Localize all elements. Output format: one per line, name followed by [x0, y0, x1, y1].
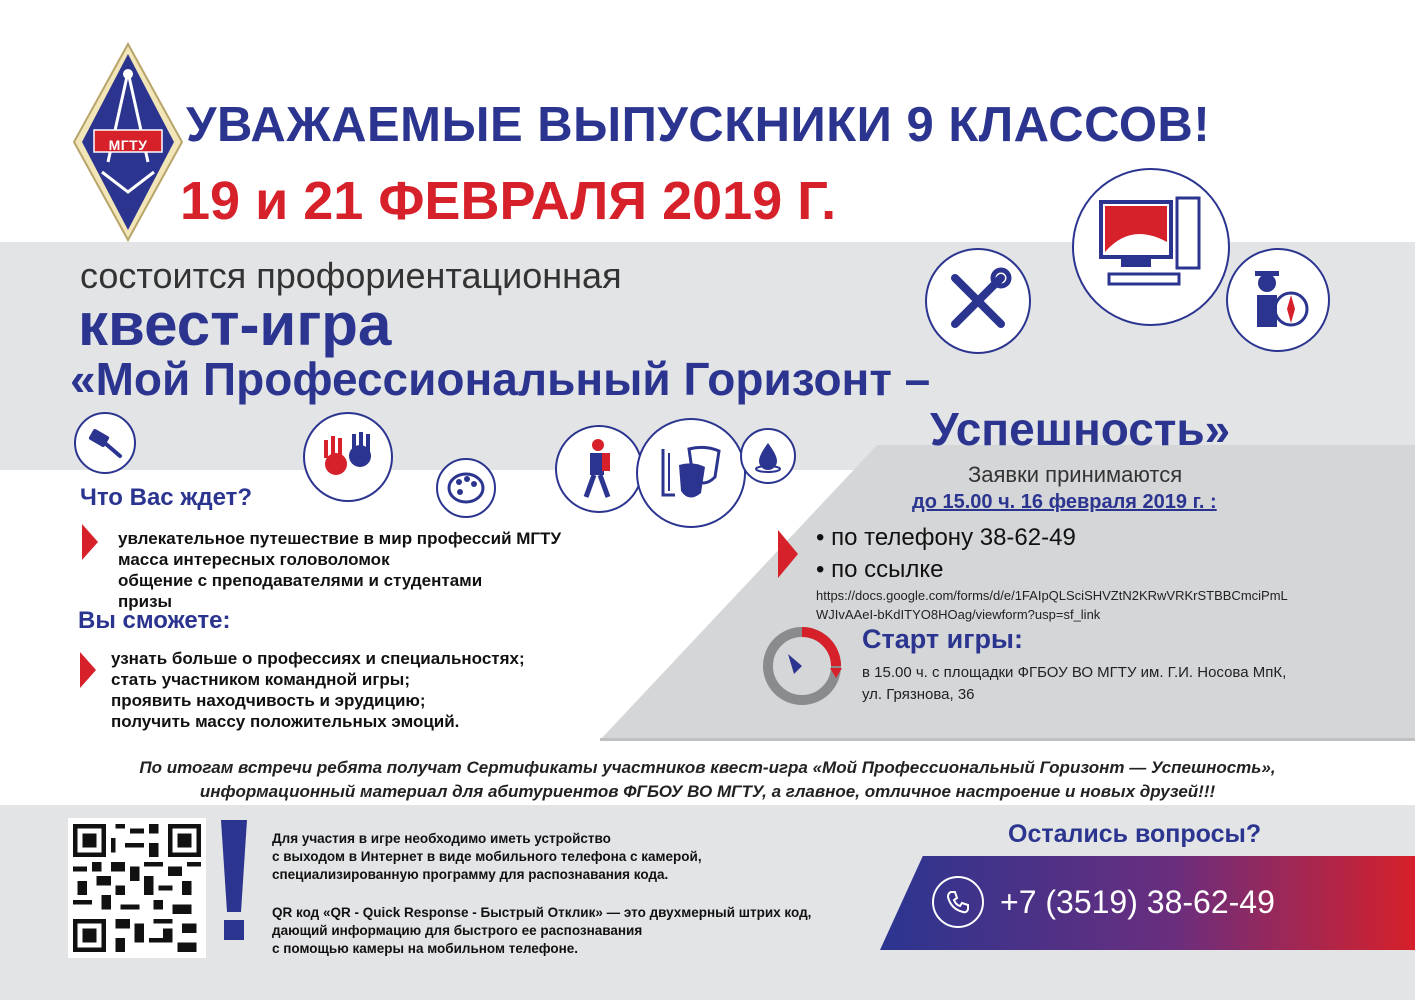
- theatre-icon: [636, 418, 746, 528]
- logo-text: МГТУ: [108, 137, 148, 153]
- list-item: призы: [118, 592, 173, 611]
- quest-name-line2: Успешность»: [930, 403, 1231, 455]
- exclamation-icon: [217, 820, 251, 940]
- quest-name-line1: «Мой Профессиональный Горизонт –: [70, 353, 931, 405]
- list-item: проявить находчивость и эрудицию;: [111, 691, 426, 710]
- list-item: масса интересных головоломок: [118, 550, 390, 569]
- can-marker: [80, 652, 96, 688]
- event-date: 19 и 21 ФЕВРАЛЯ 2019 Г.: [180, 171, 837, 231]
- wait-list: [118, 528, 561, 612]
- summary-text: По итогам встречи ребята получат Сертификаты участников квест-игра «Мой Профессиональный Горизонт — Успешность», информационный материал для абитуриентов ФГБОУ ВО МГТУ, а главное, отличное настроение и новых друзей!!!: [139, 758, 1276, 801]
- request-link-item: • по ссылке: [816, 556, 944, 583]
- handprints-icon: [303, 412, 393, 502]
- start-address: в 15.00 ч. с площадки ФГБОУ ВО МГТУ им. Г.И. Носова МпК, ул. Грязнова, 36: [862, 664, 1287, 703]
- drop-icon: [740, 428, 796, 484]
- hiker-icon: [555, 425, 643, 513]
- list-item: общение с преподавателями и студентами: [118, 571, 483, 590]
- quest-type: квест-игра: [78, 291, 392, 358]
- can-list: [111, 648, 525, 732]
- explorer-icon: [1226, 248, 1330, 352]
- requests-marker: [778, 530, 798, 578]
- list-item: получить массу положительных эмоций.: [111, 712, 460, 731]
- phone-number[interactable]: +7 (3519) 38-62-49: [1000, 884, 1275, 920]
- palette-icon: [436, 458, 496, 518]
- requests-title: Заявки принимаются: [968, 462, 1183, 487]
- requests-deadline: до 15.00 ч. 16 февраля 2019 г. :: [912, 491, 1217, 513]
- quest-intro: состоится профориентационная: [80, 255, 622, 296]
- request-phone-item: • по телефону 38-62-49: [816, 524, 1076, 551]
- phone-icon[interactable]: [932, 876, 984, 928]
- qr-note: QR код «QR - Quick Response - Быстрый Отклик» — это двухмерный штрих код, дающий информацию для быстрого ее распознавания с помощью камеры на мобильном телефоне.: [272, 905, 812, 956]
- request-link[interactable]: https://docs.google.com/forms/d/e/1FAIpQLSciSHVZtN2KRwVRKrSTBBCmciPmL WJIvAAeI-bKdITYO8HOag/viewform?usp=sf_link: [816, 588, 1288, 622]
- clock-icon: [760, 624, 844, 708]
- wait-marker: [82, 524, 98, 560]
- list-item: стать участником командной игры;: [111, 670, 410, 689]
- list-item: увлекательное путешествие в мир профессий МГТУ: [118, 529, 562, 548]
- qr-code: [68, 818, 206, 958]
- computer-icon: [1072, 168, 1230, 326]
- start-title: Старт игры:: [862, 624, 1023, 654]
- microphone-icon: [74, 412, 136, 474]
- divider-line: [600, 738, 1415, 741]
- device-note: Для участия в игре необходимо иметь устройство с выходом в Интернет в виде мобильного телефона с камерой, специализированную программу для распознавания кода.: [272, 831, 702, 882]
- questions-title: Остались вопросы?: [1008, 820, 1262, 848]
- list-item: узнать больше о профессиях и специальностях;: [111, 649, 525, 668]
- wait-heading: Что Вас ждет?: [80, 484, 253, 511]
- can-heading: Вы сможете:: [78, 607, 231, 634]
- page-title: УВАЖАЕМЫЕ ВЫПУСКНИКИ 9 КЛАССОВ!: [186, 98, 1211, 152]
- tools-icon: [925, 248, 1031, 354]
